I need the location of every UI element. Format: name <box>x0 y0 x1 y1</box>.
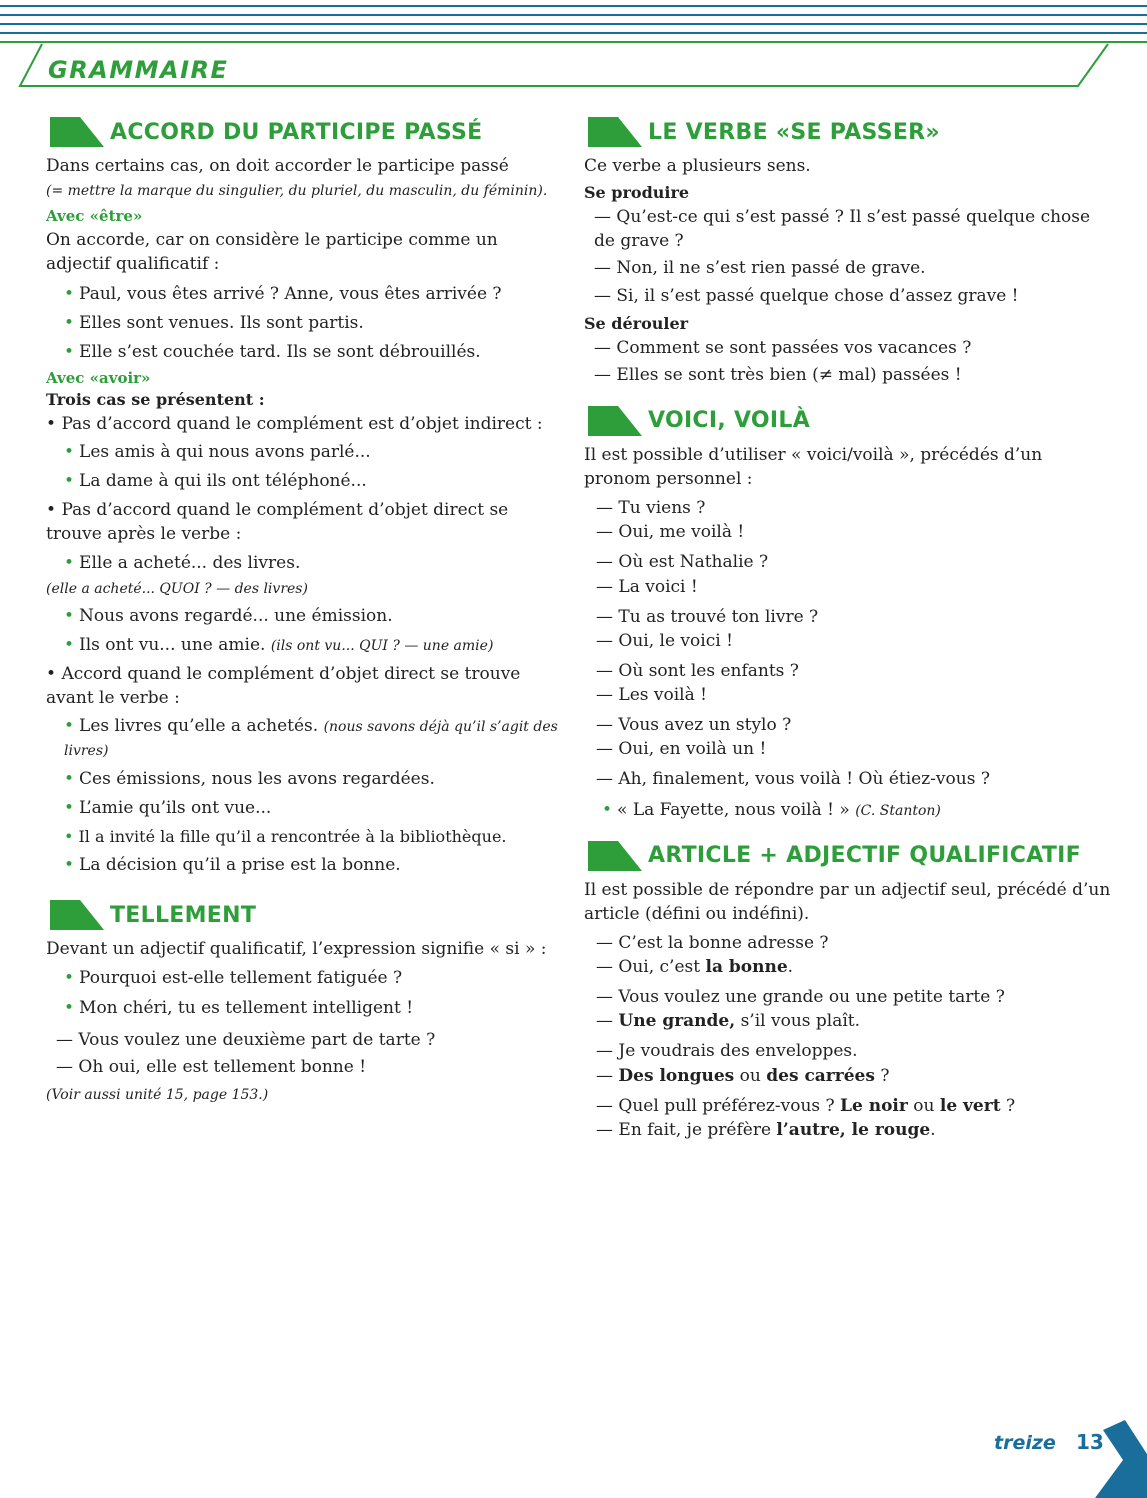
etre-label: Avec «être» <box>46 207 143 226</box>
case3-example: • Il a invité la fille qu’il a rencontrée à la bibliothèque. <box>46 826 566 849</box>
tellement-example: • Mon chéri, tu es tellement intelligent ! <box>46 996 566 1020</box>
voici-line: — Oui, le voici ! <box>596 630 733 651</box>
article-line: — C’est la bonne adresse ? <box>596 932 829 953</box>
case-2: • Pas d’accord quand le complément d’objet direct se trouve après le verbe : <box>46 498 566 546</box>
voici-line: — Tu as trouvé ton livre ? <box>596 606 819 627</box>
section-header <box>46 899 566 931</box>
produire-line: — Qu’est-ce qui s’est passé ? Il s’est passé quelque chose de grave ? <box>594 207 1091 252</box>
voici-intro: Il est possible d’utiliser « voici/voilà », précédés d’un pronom personnel : <box>584 444 1043 489</box>
voici-line: — Tu viens ? <box>596 498 706 519</box>
section-marker-icon <box>584 406 642 436</box>
derouler-line: — Elles se sont très bien (≠ mal) passées ! <box>594 364 962 385</box>
corner-decoration <box>1095 1420 1147 1498</box>
article-line: — Des longues ou des carrées ? <box>596 1065 890 1086</box>
article-line: — En fait, je préfère l’autre, le rouge. <box>596 1119 936 1140</box>
section-article <box>584 840 1114 1142</box>
voici-line: — La voici ! <box>596 576 698 597</box>
case1-example: • La dame à qui ils ont téléphoné... <box>46 469 566 493</box>
section-marker-icon <box>46 117 104 147</box>
section-header <box>46 116 566 148</box>
page-number: 13 <box>1076 1430 1104 1454</box>
article-line: — Une grande, s’il vous plaît. <box>596 1011 861 1032</box>
page-title: GRAMMAIRE <box>48 56 229 84</box>
case2-example: • Nous avons regardé... une émission. <box>46 604 566 628</box>
section-tellement <box>46 899 566 1103</box>
etre-example: • Elle s’est couchée tard. Ils se sont débrouillés. <box>46 340 566 364</box>
case3-example: • L’amie qu’ils ont vue... <box>46 796 566 820</box>
article-line: — Vous voulez une grande ou une petite tarte ? <box>596 987 1005 1008</box>
section-accord <box>46 116 566 877</box>
tellement-example: • Pourquoi est-elle tellement fatiguée ? <box>46 966 566 990</box>
voici-line: — Où est Nathalie ? <box>596 552 769 573</box>
produire-line: — Non, il ne s’est rien passé de grave. <box>594 258 926 279</box>
case2-example-note: (elle a acheté... QUOI ? — des livres) <box>46 580 308 597</box>
section-voici <box>584 405 1114 822</box>
case3-example: • Les livres qu’elle a achetés. (nous savons déjà qu’il s’agit des livres) <box>46 714 566 762</box>
derouler-line: — Comment se sont passées vos vacances ? <box>594 337 972 358</box>
page-number-word: treize <box>994 1432 1056 1454</box>
produire-label: Se produire <box>584 183 690 203</box>
tellement-dialog: — Oh oui, elle est tellement bonne ! <box>56 1056 367 1077</box>
section-header <box>584 405 1114 437</box>
accord-intro-note: (= mettre la marque du singulier, du pluriel, du masculin, du féminin). <box>46 183 548 200</box>
section-header <box>584 840 1114 872</box>
case-3: • Accord quand le complément d’objet direct se trouve avant le verbe : <box>46 662 566 710</box>
section-marker-icon <box>46 900 104 930</box>
case2-example: • Ils ont vu... une amie. (ils ont vu... QUI ? — une amie) <box>46 633 566 657</box>
section-title: ARTICLE + ADJECTIF QUALIFICATIF <box>648 843 1081 869</box>
produire-line: — Si, il s’est passé quelque chose d’assez grave ! <box>594 285 1019 306</box>
tellement-note: (Voir aussi unité 15, page 153.) <box>46 1086 269 1103</box>
tellement-dialog: — Vous voulez une deuxième part de tarte ? <box>56 1029 436 1050</box>
section-title: VOICI, VOILÀ <box>648 408 811 434</box>
voici-quote: • « La Fayette, nous voilà ! » (C. Stanton) <box>584 798 1114 822</box>
section-title: LE VERBE «SE PASSER» <box>648 119 940 145</box>
section-se-passer <box>584 116 1114 387</box>
case3-example: • La décision qu’il a prise est la bonne. <box>46 853 566 877</box>
section-marker-icon <box>584 841 642 871</box>
tellement-intro: Devant un adjectif qualificatif, l’expression signifie « si » : <box>46 939 547 960</box>
voici-line: — Les voilà ! <box>596 685 707 705</box>
case1-example: • Les amis à qui nous avons parlé... <box>46 440 566 464</box>
case3-example-note: (nous savons déjà qu’il s’agit des livres) <box>64 719 558 760</box>
voici-line: — Où sont les enfants ? <box>596 660 799 681</box>
left-column <box>46 116 566 1121</box>
section-title: TELLEMENT <box>110 902 257 928</box>
voici-line: — Vous avez un stylo ? <box>596 715 792 736</box>
se-passer-intro: Ce verbe a plusieurs sens. <box>584 156 811 176</box>
article-line: — Quel pull préférez-vous ? Le noir ou le vert ? <box>596 1095 1016 1116</box>
right-column <box>584 116 1114 1160</box>
section-marker-icon <box>584 117 642 147</box>
etre-example: • Paul, vous êtes arrivé ? Anne, vous êtes arrivée ? <box>46 282 566 306</box>
case-1: • Pas d’accord quand le complément est d’objet indirect : <box>46 412 566 436</box>
article-intro: Il est possible de répondre par un adjectif seul, précédé d’un article (défini ou indéfini). <box>584 879 1111 924</box>
case3-example: • Ces émissions, nous les avons regardées. <box>46 767 566 791</box>
avoir-label: Avec «avoir» <box>46 368 151 387</box>
case2-example-note: (ils ont vu... QUI ? — une amie) <box>270 637 494 654</box>
voici-line: — Ah, finalement, vous voilà ! Où étiez-vous ? <box>596 769 990 790</box>
quote-source: (C. Stanton) <box>855 802 941 819</box>
etre-example: • Elles sont venues. Ils sont partis. <box>46 311 566 335</box>
derouler-label: Se dérouler <box>584 313 689 333</box>
voici-line: — Oui, me voilà ! <box>596 522 745 543</box>
section-header <box>584 116 1114 148</box>
case2-example: • Elle a acheté... des livres. <box>46 551 566 575</box>
etre-text: On accorde, car on considère le participe comme un adjectif qualificatif : <box>46 230 498 275</box>
article-line: — Je voudrais des enveloppes. <box>596 1041 858 1062</box>
article-line: — Oui, c’est la bonne. <box>596 957 794 977</box>
accord-intro: Dans certains cas, on doit accorder le participe passé (= mettre la marque du singulier, du pluriel, du masculin, du féminin). <box>46 156 548 200</box>
voici-line: — Oui, en voilà un ! <box>596 739 767 760</box>
cases-label: Trois cas se présentent : <box>46 389 265 409</box>
section-title: ACCORD DU PARTICIPE PASSÉ <box>110 119 483 145</box>
